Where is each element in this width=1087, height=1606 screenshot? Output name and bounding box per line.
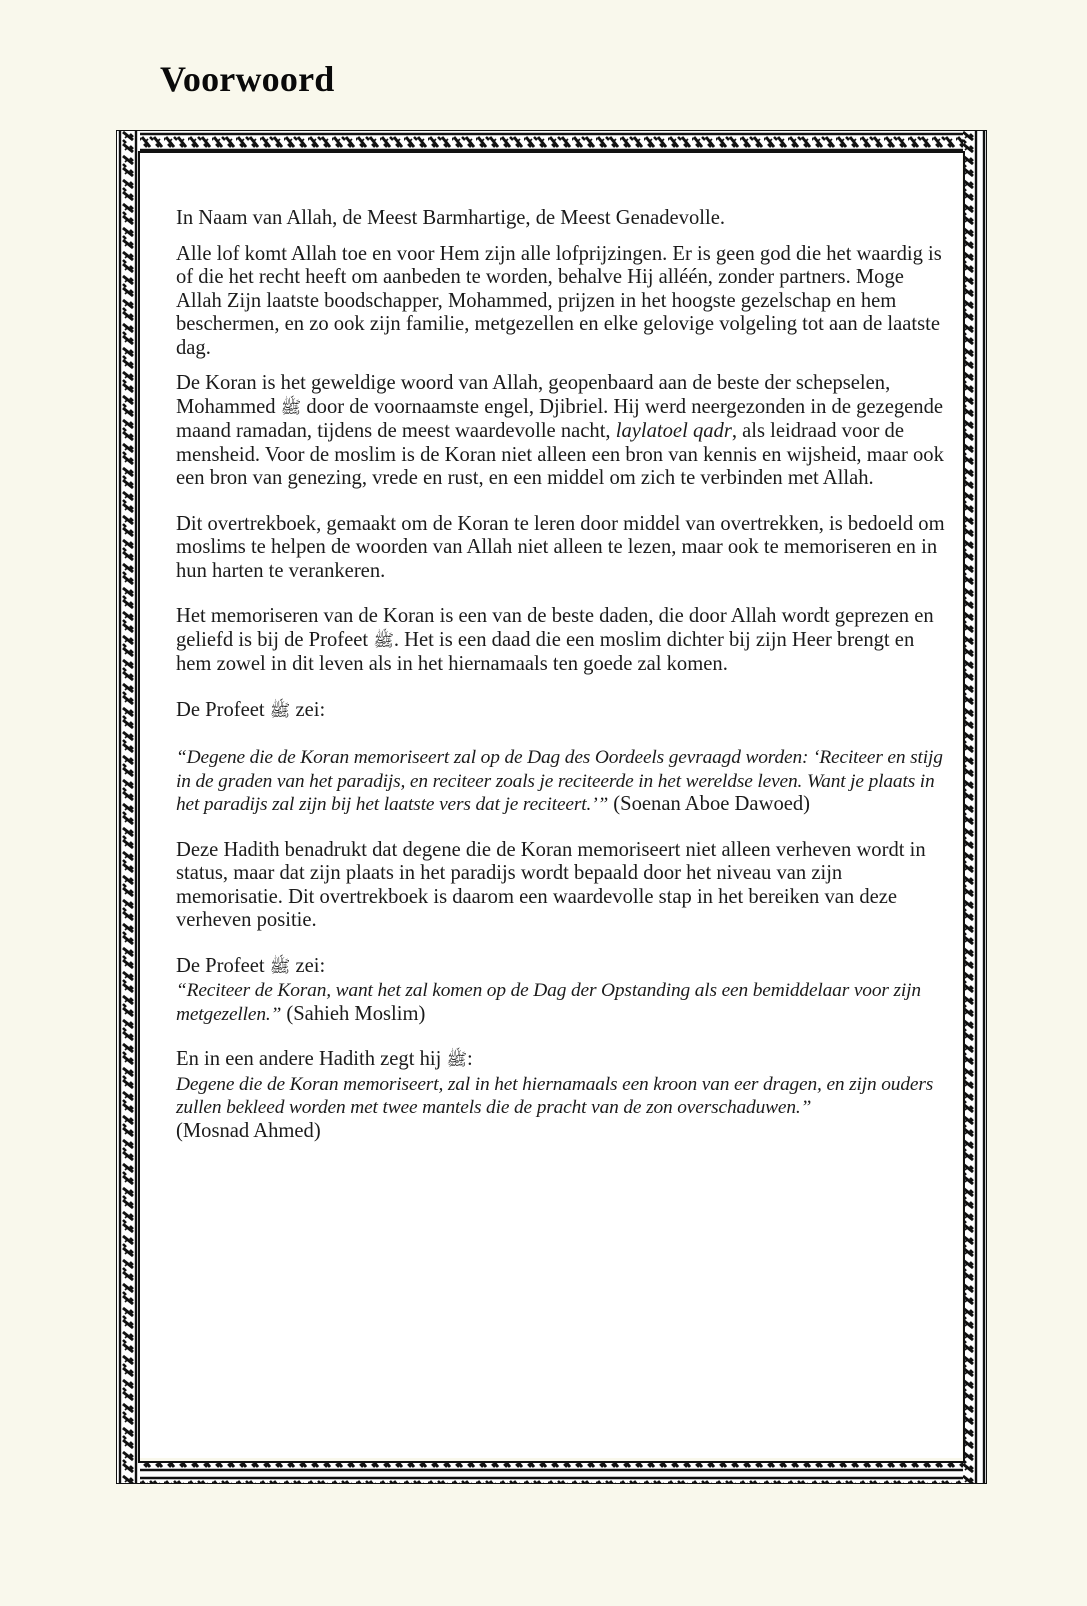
laylatoel-qadr-term: laylatoel qadr — [615, 420, 732, 442]
hadith-source: (Mosnad Ahmed) — [176, 1119, 321, 1142]
bismillah-line: In Naam van Allah, de Meest Barmhartige, de Meest Genadevolle. — [176, 207, 725, 229]
another-hadith-text: : — [467, 1048, 473, 1070]
koran-paragraph-text: De Koran is het geweldige woord van Allah, geopenbaard aan de beste der schepselen, Mohammed — [176, 372, 891, 418]
prophet-said-text: zei: — [290, 954, 326, 977]
hadith-source: (Sahieh Moslim) — [281, 1002, 426, 1025]
salawat-icon: ﷺ — [280, 397, 302, 418]
page-title: Voorwoord — [160, 59, 335, 99]
hadith-quote-text: “Degene die de Koran memoriseert zal op de Dag des Oordeels gevraagd worden: ‘Reciteer en stijg in de graden van het paradijs, en reciteer zoals je reciteerde in het wereldse leven. Want je plaats in het paradijs zal zijn bij het laatste vers dat je reciteert.’” — [176, 747, 943, 815]
prophet-said-text: De Profeet — [176, 954, 270, 977]
salawat-icon: ﷺ — [373, 630, 394, 651]
another-hadith-text: En in een andere Hadith zegt hij — [176, 1048, 447, 1070]
another-hadith-line — [176, 1048, 946, 1073]
prophet-said-line — [176, 699, 946, 724]
hadith-quote-1 — [176, 746, 946, 817]
praise-paragraph: Alle lof komt Allah toe en voor Hem zijn alle lofprijzingen. Er is geen god die het waardig is of die het recht heeft om aanbeden te worden, behalve Hij alléén, zonder partners. Moge Allah Zijn laatste boodschapper, Mohammed, prijzen in het hoogste gezelschap en hem beschermen, en zo ook zijn familie, metgezellen en elke gelovige volgeling tot aan de laatste dag. — [176, 242, 942, 359]
koran-paragraph-text: , als leidraad voor de mensheid. Voor de moslim is de Koran niet alleen een bron van kennis en wijsheid, maar ook een bron van genezing, vrede en rust, en een middel om zich te verbinden met Allah. — [176, 420, 944, 489]
salawat-icon: ﷺ — [269, 956, 291, 977]
salawat-icon: ﷺ — [446, 1050, 468, 1070]
hadith-explanation-paragraph: Deze Hadith benadrukt dat degene die de Koran memoriseert niet alleen verheven wordt in status, maar dat zijn plaats in het paradijs wordt bepaald door het niveau van zijn memorisatie. Dit overtrekboek is daarom een waardevolle stap in het bereiken van deze verheven positie. — [176, 838, 926, 931]
hadith-quote-text: Degene die de Koran memoriseert, zal in het hiernamaals een kroon van eer dragen, en zijn ouders zullen bekleed worden met twee mantels die de pracht van de zon overschaduwen.” — [176, 1073, 934, 1118]
hadith-quote-text: “Reciteer de Koran, want het zal komen op de Dag der Opstanding als een bemiddelaar voor zijn metgezellen.” — [176, 980, 921, 1025]
hadith-quote-2 — [176, 979, 946, 1026]
koran-paragraph — [176, 372, 946, 491]
prophet-said-text: De Profeet — [176, 698, 270, 721]
hadith-quote-3 — [176, 1073, 946, 1144]
foreword-body — [176, 207, 946, 1143]
prophet-said-line — [176, 955, 946, 980]
hadith-source: (Soenan Aboe Dawoed) — [608, 793, 811, 815]
memorisation-text: Het memoriseren van de Koran is een van de beste daden, die door Allah wordt geprezen en geliefd is bij de Profeet — [176, 605, 934, 651]
salawat-icon: ﷺ — [269, 700, 291, 721]
memorisation-text: . Het is een daad die een moslim dichter bij zijn Heer brengt en hem zowel in dit leven als in het hiernamaals ten goede zal komen. — [176, 628, 915, 675]
memorisation-paragraph — [176, 605, 946, 677]
workbook-paragraph: Dit overtrekboek, gemaakt om de Koran te leren door middel van overtrekken, is bedoeld om moslims te helpen de woorden van Allah niet alleen te lezen, maar ook te memoriseren en in hun harten te verankeren. — [176, 512, 945, 582]
prophet-said-text: zei: — [290, 698, 326, 721]
koran-paragraph-text: door de voornaamste engel, Djibriel. Hij werd neergezonden in de gezegende maand ramadan, tijdens de meest waardevolle nacht, — [176, 395, 944, 442]
